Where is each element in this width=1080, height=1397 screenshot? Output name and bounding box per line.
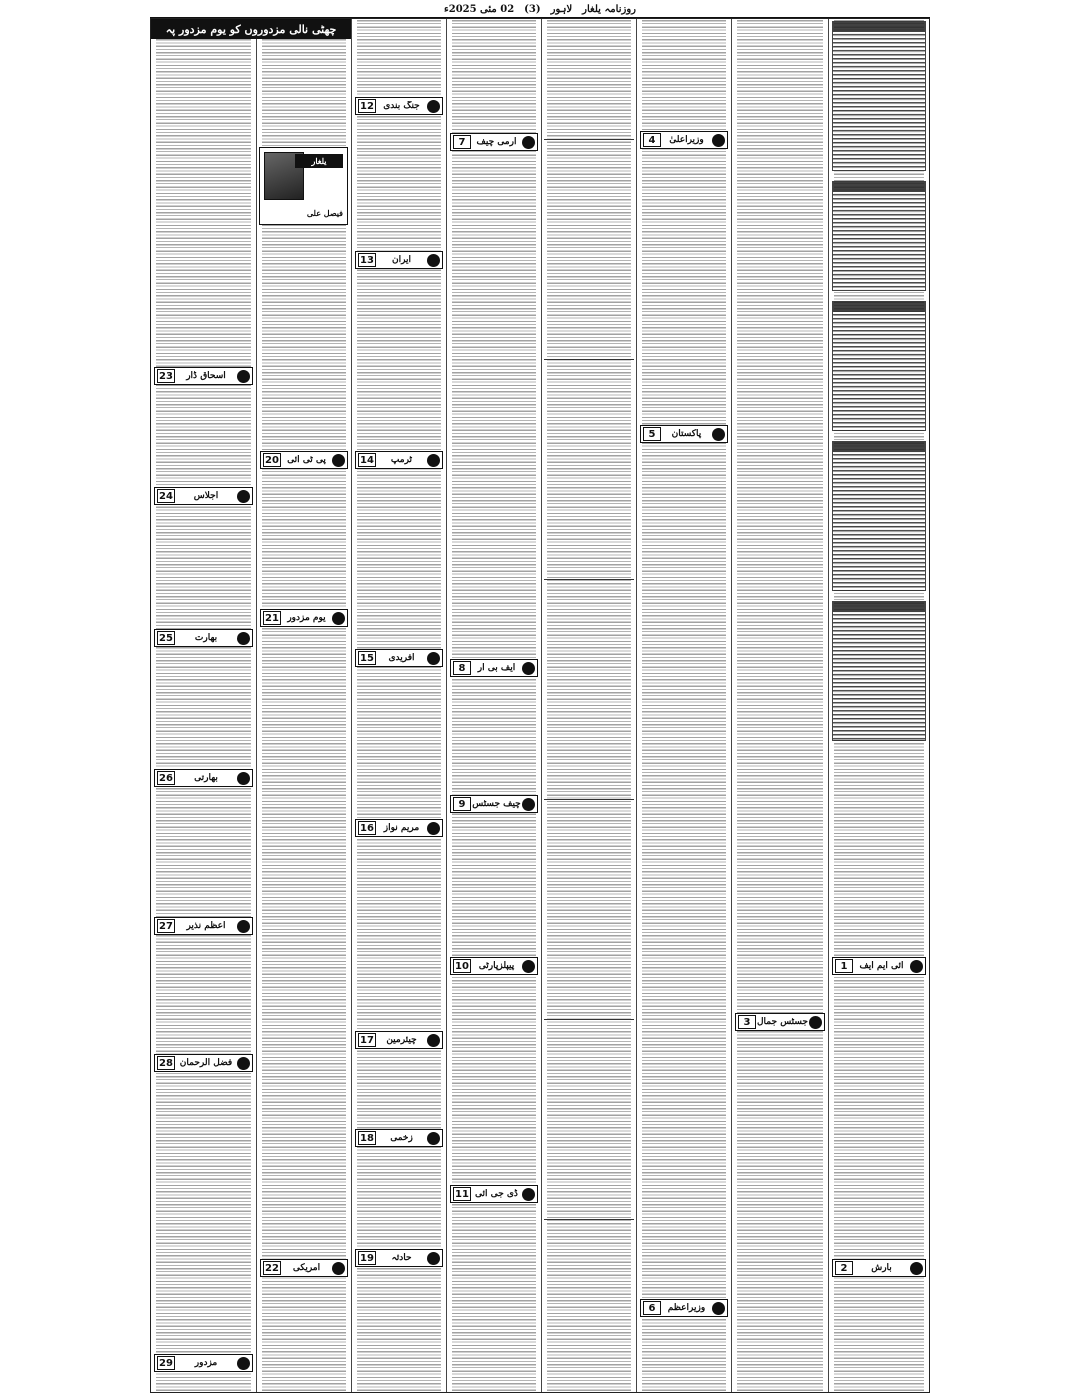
notice-header <box>833 22 925 32</box>
story-number: 6 <box>643 1301 661 1315</box>
feature-headline: چھٹی نالی مزدوروں کو یوم مزدور پہ <box>151 19 351 39</box>
bullet-icon <box>522 960 535 973</box>
story-head-9 <box>450 795 538 813</box>
column-text <box>547 20 631 1392</box>
city: لاہور <box>550 4 573 15</box>
story-head-20 <box>260 451 348 469</box>
bullet-icon <box>237 1357 250 1370</box>
bullet-icon <box>522 1188 535 1201</box>
story-number: 13 <box>358 253 376 267</box>
story-number: 28 <box>157 1056 175 1070</box>
story-head-2 <box>832 1259 926 1277</box>
story-number: 25 <box>157 631 175 645</box>
story-head-24 <box>154 487 253 505</box>
story-number: 19 <box>358 1251 376 1265</box>
story-title: آفریدی <box>388 653 415 663</box>
column-3 <box>351 19 446 1392</box>
story-head-27 <box>154 917 253 935</box>
story-head-8 <box>450 659 538 677</box>
bullet-icon <box>237 920 250 933</box>
story-number: 1 <box>835 959 853 973</box>
story-number: 23 <box>157 369 175 383</box>
story-number: 14 <box>358 453 376 467</box>
bullet-icon <box>522 798 535 811</box>
story-number: 12 <box>358 99 376 113</box>
story-head-3 <box>735 1013 825 1031</box>
story-number: 17 <box>358 1033 376 1047</box>
public-notice-1 <box>832 21 926 171</box>
story-number: 26 <box>157 771 175 785</box>
bullet-icon <box>237 490 250 503</box>
story-title: ایف بی آر <box>477 663 516 673</box>
bullet-icon <box>332 612 345 625</box>
column-1 <box>151 19 256 1392</box>
story-title: وزیراعلیٰ <box>669 135 704 145</box>
story-title: اسحاق ڈار <box>186 371 226 381</box>
notice-header <box>833 182 925 192</box>
column-8 <box>828 19 929 1392</box>
masthead <box>150 2 930 18</box>
bullet-icon <box>332 1262 345 1275</box>
bullet-icon <box>427 454 440 467</box>
story-number: 22 <box>263 1261 281 1275</box>
bullet-icon <box>522 136 535 149</box>
story-head-11 <box>450 1185 538 1203</box>
story-number: 27 <box>157 919 175 933</box>
issue-date: 02 مئی 2025ء <box>444 4 515 15</box>
story-head-18 <box>355 1129 443 1147</box>
story-title: بھارتی <box>194 773 218 783</box>
story-head-28 <box>154 1054 253 1072</box>
story-head-17 <box>355 1031 443 1049</box>
column-5 <box>541 19 636 1392</box>
story-number: 7 <box>453 135 471 149</box>
columnist-logo <box>259 147 348 225</box>
story-number: 3 <box>738 1015 756 1029</box>
story-head-6 <box>640 1299 728 1317</box>
bullet-icon <box>237 632 250 645</box>
story-head-7 <box>450 133 538 151</box>
story-title: بارش <box>871 1263 892 1273</box>
newspaper-page <box>150 18 930 1393</box>
story-number: 4 <box>643 133 661 147</box>
bullet-icon <box>910 960 923 973</box>
column-text <box>156 20 251 1392</box>
notice-header <box>833 302 925 312</box>
story-number: 20 <box>263 453 281 467</box>
public-notice-2 <box>832 181 926 291</box>
story-head-12 <box>355 97 443 115</box>
bullet-icon <box>522 662 535 675</box>
divider <box>544 359 634 360</box>
divider <box>544 1019 634 1020</box>
bullet-icon <box>427 1132 440 1145</box>
bullet-icon <box>427 1252 440 1265</box>
bullet-icon <box>910 1262 923 1275</box>
story-title: ٹرمپ <box>390 455 413 465</box>
story-head-4 <box>640 131 728 149</box>
story-number: 9 <box>453 797 471 811</box>
bullet-icon <box>427 822 440 835</box>
story-number: 29 <box>157 1356 175 1370</box>
story-number: 21 <box>263 611 281 625</box>
paper-name: روزنامہ یلغار <box>582 4 636 15</box>
story-number: 24 <box>157 489 175 503</box>
story-number: 11 <box>453 1187 471 1201</box>
story-number: 5 <box>643 427 661 441</box>
story-title: بھارت <box>194 633 218 643</box>
story-title: اجلاس <box>193 491 219 501</box>
story-title: اعظم نذیر <box>186 921 226 931</box>
column-text <box>357 20 441 1392</box>
column-7 <box>731 19 828 1392</box>
story-head-15 <box>355 649 443 667</box>
story-title: پاکستان <box>671 429 702 439</box>
story-head-1 <box>832 957 926 975</box>
column-4 <box>446 19 541 1392</box>
divider <box>544 139 634 140</box>
story-title: آئی ایم ایف <box>859 961 904 971</box>
story-number: 10 <box>453 959 471 973</box>
story-title: آرمی چیف <box>476 137 517 147</box>
bullet-icon <box>712 134 725 147</box>
story-head-5 <box>640 425 728 443</box>
divider <box>544 1219 634 1220</box>
logo-label: یلغار <box>295 154 343 168</box>
story-title: چیئرمین <box>386 1035 417 1045</box>
story-title: زخمی <box>390 1133 413 1143</box>
story-head-19 <box>355 1249 443 1267</box>
feature-column-logo <box>256 19 351 239</box>
story-head-29 <box>154 1354 253 1372</box>
story-head-10 <box>450 957 538 975</box>
story-title: وزیراعظم <box>667 1303 706 1313</box>
story-number: 15 <box>358 651 376 665</box>
bullet-icon <box>427 254 440 267</box>
story-head-25 <box>154 629 253 647</box>
story-title: مریم نواز <box>383 823 420 833</box>
bullet-icon <box>809 1016 822 1029</box>
story-title: مزدور <box>194 1358 218 1368</box>
bullet-icon <box>237 772 250 785</box>
public-notice-5 <box>832 601 926 741</box>
public-notice-4 <box>832 441 926 591</box>
story-title: جسٹس جمال <box>757 1017 808 1027</box>
bullet-icon <box>712 428 725 441</box>
notice-header <box>833 442 925 452</box>
story-head-21 <box>260 609 348 627</box>
column-text <box>642 20 726 1392</box>
bullet-icon <box>332 454 345 467</box>
story-title: چیف جسٹس <box>472 799 521 809</box>
story-head-14 <box>355 451 443 469</box>
column-text <box>737 20 823 1392</box>
story-head-16 <box>355 819 443 837</box>
bullet-icon <box>427 652 440 665</box>
bullet-icon <box>427 100 440 113</box>
story-title: پیپلزپارٹی <box>478 961 515 971</box>
story-head-22 <box>260 1259 348 1277</box>
story-title: جنگ بندی <box>383 101 420 111</box>
story-title: حادثہ <box>391 1253 412 1263</box>
story-title: ڈی جی آئی <box>475 1189 518 1199</box>
bullet-icon <box>237 370 250 383</box>
story-title: امریکی <box>292 1263 321 1273</box>
author-name: فیصل علی <box>306 208 343 218</box>
story-number: 16 <box>358 821 376 835</box>
divider <box>544 579 634 580</box>
story-title: فضل الرحمان <box>179 1058 233 1068</box>
bullet-icon <box>427 1034 440 1047</box>
story-number: 8 <box>453 661 471 675</box>
story-title: پی ٹی آئی <box>287 455 326 465</box>
page-number: (3) <box>524 4 541 15</box>
story-number: 18 <box>358 1131 376 1145</box>
story-head-26 <box>154 769 253 787</box>
story-head-13 <box>355 251 443 269</box>
public-notice-3 <box>832 301 926 431</box>
story-head-23 <box>154 367 253 385</box>
story-title: یوم مزدور <box>287 613 326 623</box>
bullet-icon <box>712 1302 725 1315</box>
story-number: 2 <box>835 1261 853 1275</box>
bullet-icon <box>237 1057 250 1070</box>
notice-header <box>833 602 925 612</box>
divider <box>544 799 634 800</box>
story-title: ایران <box>391 255 412 265</box>
column-6 <box>636 19 731 1392</box>
